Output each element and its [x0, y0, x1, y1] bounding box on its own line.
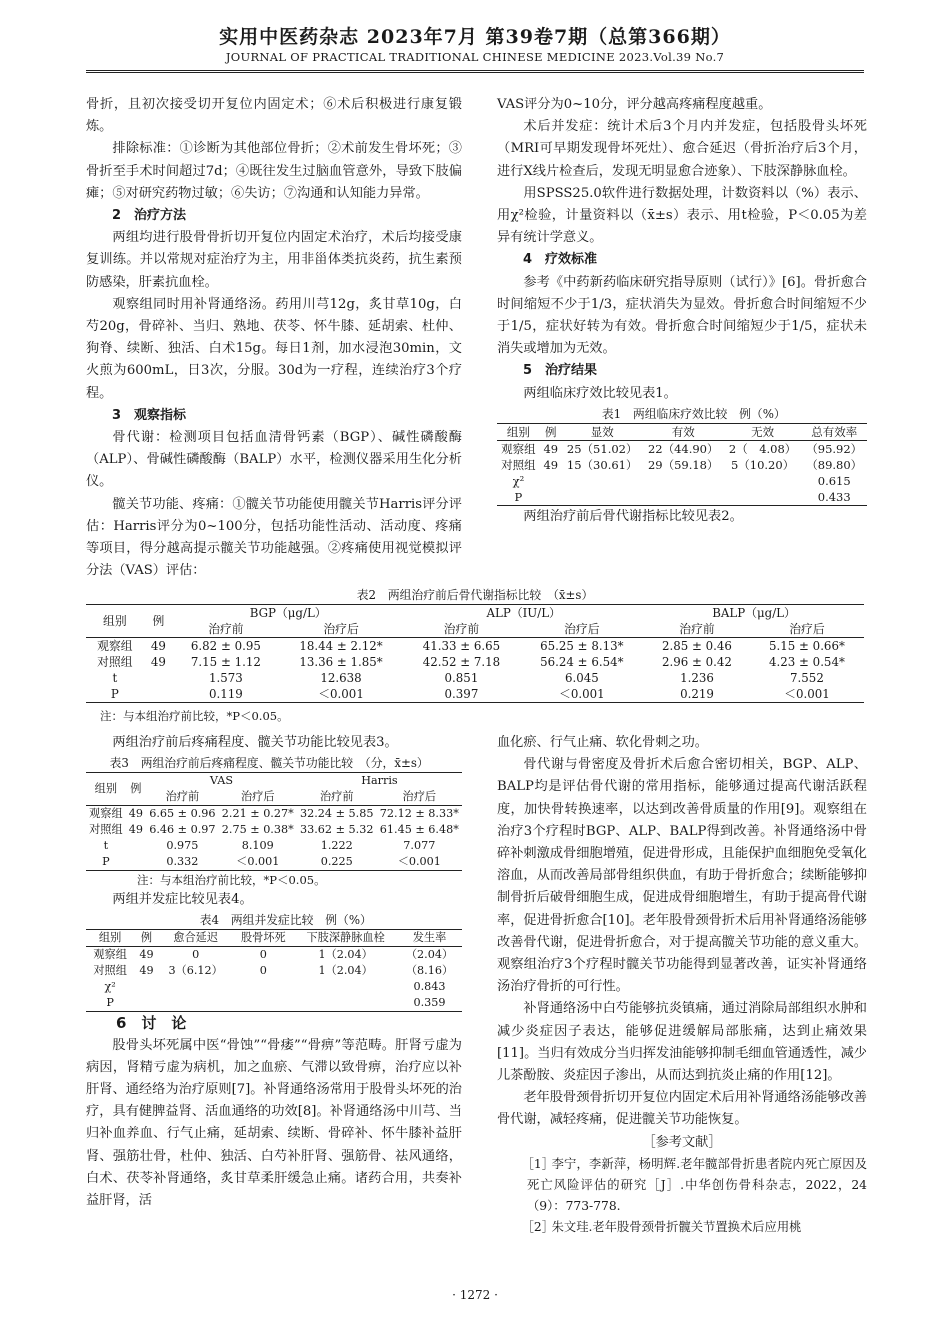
table4-caption: 表4 两组并发症比较 例（%）	[199, 913, 372, 928]
table-header: BALP（μg/L）	[712, 606, 796, 620]
table-row	[86, 854, 462, 871]
table-row	[86, 947, 462, 964]
reference-item	[497, 1217, 867, 1238]
table4	[86, 929, 462, 1012]
left-bottom-column	[86, 732, 462, 1212]
paragraph: 骨代谢：检测项目包括血清骨钙素（BGP）、碱性磷酸酶（ALP）、骨碱性磷酸酶（BALP）水平，检测仪器采用生化分析仪。	[86, 430, 462, 490]
paragraph: 两组治疗前后骨代谢指标比较见表2。	[523, 508, 743, 524]
paragraph: 骨折，且初次接受切开复位内固定术；⑥术后积极进行康复锻炼。	[86, 97, 462, 135]
table-cell	[540, 489, 562, 506]
table-cell: 15（30.61）	[566, 457, 638, 472]
table-cell	[562, 489, 643, 506]
table2-block	[86, 586, 864, 725]
table-cell: 0.219	[680, 687, 714, 701]
section-heading: 6 讨 论	[116, 1014, 187, 1033]
table2-caption: 表2 两组治疗前后骨代谢指标比较 （x̄±s）	[356, 588, 594, 602]
table-row	[86, 995, 462, 1012]
paragraph: 两组均进行股骨骨折切开复位内固定术治疗，术后均接受康复训练。并以常规对症治疗为主，用非甾体类抗炎药，抗生素预防感染，肝素抗血栓。	[86, 230, 462, 290]
table-cell: 4.23 ± 0.54*	[769, 655, 845, 669]
table-subheader: 治疗后	[789, 622, 825, 636]
table-row	[86, 686, 864, 703]
table-cell: 2.75 ± 0.38*	[221, 823, 294, 837]
table-cell: 0.119	[209, 687, 243, 701]
table-cell: 41.33 ± 6.65	[422, 639, 501, 653]
table-cell	[126, 854, 146, 871]
table-cell: P	[110, 687, 119, 701]
table-cell: 0.433	[817, 489, 851, 504]
table-row	[497, 457, 867, 473]
table-cell: 49	[139, 948, 154, 962]
table-cell: 6.46 ± 0.97	[149, 823, 216, 837]
table-cell	[294, 979, 397, 995]
right-bottom-column	[497, 732, 867, 1238]
reference-number: ［1］	[521, 1156, 555, 1171]
paragraph: 老年股骨颈骨折切开复位内固定术后用补肾通络汤能够改善骨代谢，减轻疼痛，促进髋关节功能恢复。	[497, 1090, 867, 1128]
table-cell	[643, 473, 724, 489]
table-cell: ＜0.001	[397, 855, 441, 869]
table-cell: 32.24 ± 5.85	[300, 807, 374, 821]
table-cell: ＜0.001	[318, 687, 364, 701]
table-cell: （2.04）	[405, 948, 454, 962]
table-cell	[126, 838, 146, 854]
table-header: 无效	[751, 424, 775, 439]
table-cell: 49	[543, 441, 559, 456]
table-cell: ＜0.001	[559, 687, 605, 701]
table-subheader: 治疗前	[208, 622, 244, 636]
table-cell: 6.82 ± 0.95	[190, 639, 261, 653]
table-cell: 0.615	[817, 473, 851, 488]
table2	[86, 604, 864, 703]
journal-title-en: JOURNAL OF PRACTICAL TRADITIONAL CHINESE MEDICINE 2023.Vol.39 No.7	[225, 50, 725, 64]
paragraph: 髋关节功能、疼痛：①髋关节功能使用髋关节Harris评分评估：Harris评分为0~100分，包括功能性活动、活动度、疼痛等项目，得分越高提示髋关节功能越强。②疼痛使用视觉模拟评分法（VAS）评估：	[86, 496, 462, 579]
table-header: 股骨坏死	[240, 931, 286, 945]
table-cell: （95.92）	[806, 441, 863, 456]
table-cell: 8.109	[241, 839, 274, 853]
table-cell: 25（51.02）	[566, 441, 638, 456]
table-cell: 6.045	[564, 671, 599, 685]
table-cell	[540, 473, 562, 489]
table-subheader: 治疗后	[323, 622, 359, 636]
paragraph: 骨代谢与骨密度及骨折术后愈合密切相关，BGP、ALP、BALP均是评估骨代谢的常用指标，能够通过提高代谢活跃程度，加快骨转换速率，以达到改善骨质量的作用[9]。观察组在治疗3个疗程时BGP、ALP、BALP得到改善。补肾通络汤中骨碎补刺激成骨细胞增殖，促进骨形成，且能保护血细胞免受氧化溶血，从而改善局部骨组织供血，有助于骨折愈合；续断能够抑制骨折后破骨细胞生成，促进成骨细胞增生，有助于提高骨代谢率，促进骨折愈合[10]。老年股骨颈骨折术后用补肾通络汤能够改善骨代谢，促进骨折愈合，对于提高髋关节功能的意义重大。观察组治疗3个疗程时髋关节功能得到显著改善，证实补肾通络汤治疗骨折的可行性。	[497, 757, 867, 995]
table3-note: 注：与本组治疗前比较，*P＜0.05。	[137, 873, 326, 888]
table-subheader: 治疗前	[679, 622, 715, 636]
table-row	[86, 806, 462, 823]
paragraph: VAS评分为0~10分，评分越高疼痛程度越重。	[497, 97, 772, 112]
table-cell: 2（ 4.08）	[728, 441, 797, 456]
table-cell	[134, 979, 159, 995]
table-cell: 1.573	[209, 671, 243, 685]
table-cell: 12.638	[320, 671, 362, 685]
paragraph: 血化瘀、行气止痛、软化骨刺之功。	[497, 735, 708, 750]
table-row	[497, 489, 867, 506]
table-cell: 56.24 ± 6.54*	[540, 655, 624, 669]
table-header: 组别	[506, 424, 530, 439]
table-header: 愈合延迟	[173, 931, 219, 945]
references-title: ［参考文献］	[642, 1134, 722, 1150]
section-heading: 4 疗效标准	[523, 252, 598, 268]
table-row	[86, 654, 864, 670]
table-cell	[643, 489, 724, 506]
table-row	[497, 473, 867, 489]
table-cell: 5.15 ± 0.66*	[769, 639, 845, 653]
table-row	[86, 670, 864, 686]
table-cell: 0.975	[166, 839, 199, 853]
table-cell	[159, 995, 233, 1012]
page-number: · 1272 ·	[452, 1288, 498, 1302]
table-cell: ＜0.001	[236, 855, 280, 869]
table-cell	[562, 473, 643, 489]
table-cell: 49	[139, 964, 154, 978]
table-cell: 观察组	[501, 441, 536, 456]
table-header: 例	[545, 424, 557, 439]
section-heading: 2 治疗方法	[112, 208, 187, 224]
table-cell: 2.21 ± 0.27*	[221, 807, 294, 821]
table-header: ALP（IU/L）	[486, 606, 561, 620]
table-cell: 7.077	[403, 839, 436, 853]
table-cell: 0.851	[444, 671, 479, 685]
table-cell: χ²	[512, 473, 525, 488]
table-header: 组别	[98, 931, 122, 945]
table-cell: 对照组	[97, 655, 133, 669]
table-header: 组别	[86, 605, 144, 638]
table-cell: ＜0.001	[784, 687, 830, 701]
paragraph: 术后并发症：统计术后3个月内并发症，包括股骨头坏死（MRI可早期发现骨坏死灶）、愈合延迟（骨折治疗后3个月，进行X线片检查后，发现无明显愈合迹象）、下肢深静脉血栓。	[497, 119, 867, 179]
table2-note: 注：与本组治疗前比较，*P＜0.05。	[100, 709, 289, 723]
table-header: 发生率	[412, 931, 447, 945]
table-row	[86, 979, 462, 995]
table-cell: 18.44 ± 2.12*	[299, 639, 383, 653]
table-cell: 0	[259, 964, 267, 978]
paragraph: 参考《中药新药临床研究指导原则（试行）》[6]。骨折愈合时间缩短不少于1/3，症状消失为显效。骨折愈合时间缩短不少于1/5，症状好转为有效。骨折愈合时间缩短少于1/5，症状未消失或增加为无效。	[497, 274, 867, 357]
header-rule	[86, 70, 864, 73]
table-header: BGP（μg/L）	[249, 606, 327, 620]
table-cell: 29（59.18）	[647, 457, 719, 472]
table3	[86, 772, 462, 871]
paragraph: 两组并发症比较见表4。	[112, 892, 253, 908]
table-row	[86, 638, 864, 655]
table-cell: 7.552	[790, 671, 824, 685]
table-cell: P	[102, 855, 110, 869]
table-cell: 33.62 ± 5.32	[300, 823, 374, 837]
table-cell: 0.359	[413, 996, 446, 1010]
table-header: 显效	[590, 424, 614, 439]
table-subheader: 治疗前	[443, 622, 480, 636]
reference-number: ［2］	[521, 1219, 555, 1234]
table-row	[86, 822, 462, 838]
table-cell	[724, 473, 802, 489]
table-cell: t	[112, 671, 118, 685]
table-cell: 观察组	[89, 807, 123, 821]
paragraph: 股骨头坏死属中医“骨蚀”“骨痿”“骨痹”等范畴。肝肾亏虚为病因，肾精亏虚为病机，加之血瘀、气滞以致骨痹，治疗应以补肝肾、通经络为治疗原则[7]。补肾通络汤常用于股骨头坏死的治疗，具有健脾益肾、活血通络的功效[8]。补肾通络汤中川芎、当归补血养血、行气止痛，延胡索、续断、骨碎补、怀牛膝补益肝肾、强筋壮骨，杜仲、独活、白芍补肝肾、强筋骨、祛风通络，白术、茯苓补肾通络，炙甘草柔肝缓急止痛。诸药合用，共奏补益肝肾，活	[86, 1037, 462, 1209]
paragraph: 用SPSS25.0软件进行数据处理，计数资料以（%）表示、用χ²检验，计量资料以（x̄±s）表示、用t检验，P＜0.05为差异有统计学意义。	[497, 185, 867, 246]
table-subheader: 治疗后	[240, 790, 275, 804]
table-cell: 1.222	[320, 839, 353, 853]
table-cell: 1（2.04）	[318, 948, 373, 962]
table-cell	[144, 686, 173, 703]
reference-item	[497, 1154, 867, 1217]
reference-text: 李宁，李新萍，杨明辉.老年髋部骨折患者院内死亡原因及死亡风险评估的研究［J］.中华创伤骨科杂志，2022，24（9）：773-778.	[527, 1156, 867, 1213]
table-cell: 2.85 ± 0.46	[662, 639, 732, 653]
right-top-column	[497, 94, 867, 528]
table-subheader: 治疗前	[319, 790, 354, 804]
table-cell: （89.80）	[806, 457, 863, 472]
table-cell: （8.16）	[405, 964, 454, 978]
table-header: 例	[144, 605, 173, 638]
paragraph: 排除标准：①诊断为其他部位骨折；②术前发生骨坏死；③骨折至手术时间超过7d；④既往发生过脑血管意外，导致下肢偏瘫；⑤对研究药物过敏；⑥失访；⑦沟通和认知能力异常。	[86, 141, 462, 201]
table-cell: 0	[259, 948, 267, 962]
table-cell: 6.65 ± 0.96	[149, 807, 216, 821]
table-row	[86, 838, 462, 854]
table-cell: 65.25 ± 8.13*	[540, 639, 624, 653]
table-cell: 0.843	[413, 980, 446, 994]
left-top-column	[86, 94, 462, 582]
table-cell: 0.225	[320, 855, 353, 869]
table-cell: P	[106, 996, 114, 1010]
table-cell: 1（2.04）	[318, 964, 373, 978]
table-cell: 7.15 ± 1.12	[190, 655, 261, 669]
table-cell: 对照组	[93, 964, 127, 978]
table-cell: 2.96 ± 0.42	[662, 655, 732, 669]
table-cell: 22（44.90）	[647, 441, 719, 456]
table-cell: 72.12 ± 8.33*	[379, 807, 459, 821]
table-header: 总有效率	[811, 424, 858, 439]
table-cell	[232, 979, 294, 995]
table-cell: 5（10.20）	[730, 457, 795, 472]
table-header: VAS	[209, 774, 233, 788]
reference-text: 朱文珪.老年股骨颈骨折髋关节置换术后应用桃	[551, 1219, 802, 1234]
table-header: 例	[140, 931, 153, 945]
table-cell: 对照组	[89, 823, 123, 837]
table-cell: 49	[128, 823, 144, 837]
table-cell: 61.45 ± 6.48*	[379, 823, 459, 837]
table-cell	[294, 995, 397, 1012]
table-cell: 3（6.12）	[168, 964, 223, 978]
table-cell: t	[103, 839, 109, 853]
table-cell: 49	[150, 639, 166, 653]
table-cell: 对照组	[501, 457, 536, 472]
paragraph: 两组临床疗效比较见表1。	[523, 385, 677, 401]
table-header: 例	[126, 773, 146, 806]
paragraph: 观察组同时用补肾通络汤。药用川芎12g，炙甘草10g，白芍20g，骨碎补、当归、熟地、茯苓、怀牛膝、延胡索、杜仲、狗脊、续断、独活、白术15g。每日1剂，加水浸泡30min，文火煎为600mL，日3次，分服。30d为一疗程，连续治疗3个疗程。	[86, 296, 462, 401]
table-cell: 49	[150, 655, 166, 669]
table-subheader: 治疗后	[402, 790, 437, 804]
table-cell: 0	[192, 948, 200, 962]
table-cell: 0.397	[444, 687, 479, 701]
table1	[497, 423, 867, 506]
table-row	[86, 963, 462, 979]
table1-caption: 表1 两组临床疗效比较 例（%）	[601, 406, 786, 421]
section-heading: 5 治疗结果	[523, 363, 598, 379]
table3-caption: 表3 两组治疗前后疼痛程度、髋关节功能比较 （分，x̄±s）	[109, 756, 429, 771]
table-cell: 观察组	[93, 948, 127, 962]
table-cell	[724, 489, 802, 506]
paragraph: 两组治疗前后疼痛程度、髋关节功能比较见表3。	[112, 735, 398, 750]
journal-title-cn: 实用中医药杂志 2023年7月 第39卷7期（总第366期）	[219, 26, 731, 48]
table-header: 组别	[86, 773, 126, 806]
table-cell: P	[514, 489, 523, 504]
table-cell: 13.36 ± 1.85*	[299, 655, 383, 669]
table-cell: 49	[543, 457, 559, 472]
table-header: 有效	[671, 424, 695, 439]
table-cell: 观察组	[97, 639, 133, 653]
table-header: 下肢深静脉血栓	[306, 931, 385, 945]
table-cell	[144, 670, 173, 686]
table-cell	[134, 995, 159, 1012]
table-cell	[159, 979, 233, 995]
table-subheader: 治疗前	[165, 790, 200, 804]
table-cell: 42.52 ± 7.18	[422, 655, 501, 669]
table-cell: χ²	[104, 980, 116, 994]
table-cell: 1.236	[680, 671, 714, 685]
table-header: Harris	[361, 774, 398, 788]
table-cell: 49	[128, 807, 144, 821]
table-subheader: 治疗后	[564, 622, 600, 636]
table-row	[497, 440, 867, 457]
paragraph: 补肾通络汤中白芍能够抗炎镇痛，通过消除局部组织水肿和减少炎症因子表达，能够促进缓解局部胀痛，达到止痛效果[11]。当归有效成分当归挥发油能够抑制毛细血管通透性，减少儿茶酚胺、炎症因子渗出，从而达到抗炎止痛的作用[12]。	[497, 1001, 867, 1084]
table-cell	[232, 995, 294, 1012]
section-heading: 3 观察指标	[112, 407, 187, 423]
table-cell: 0.332	[166, 855, 199, 869]
